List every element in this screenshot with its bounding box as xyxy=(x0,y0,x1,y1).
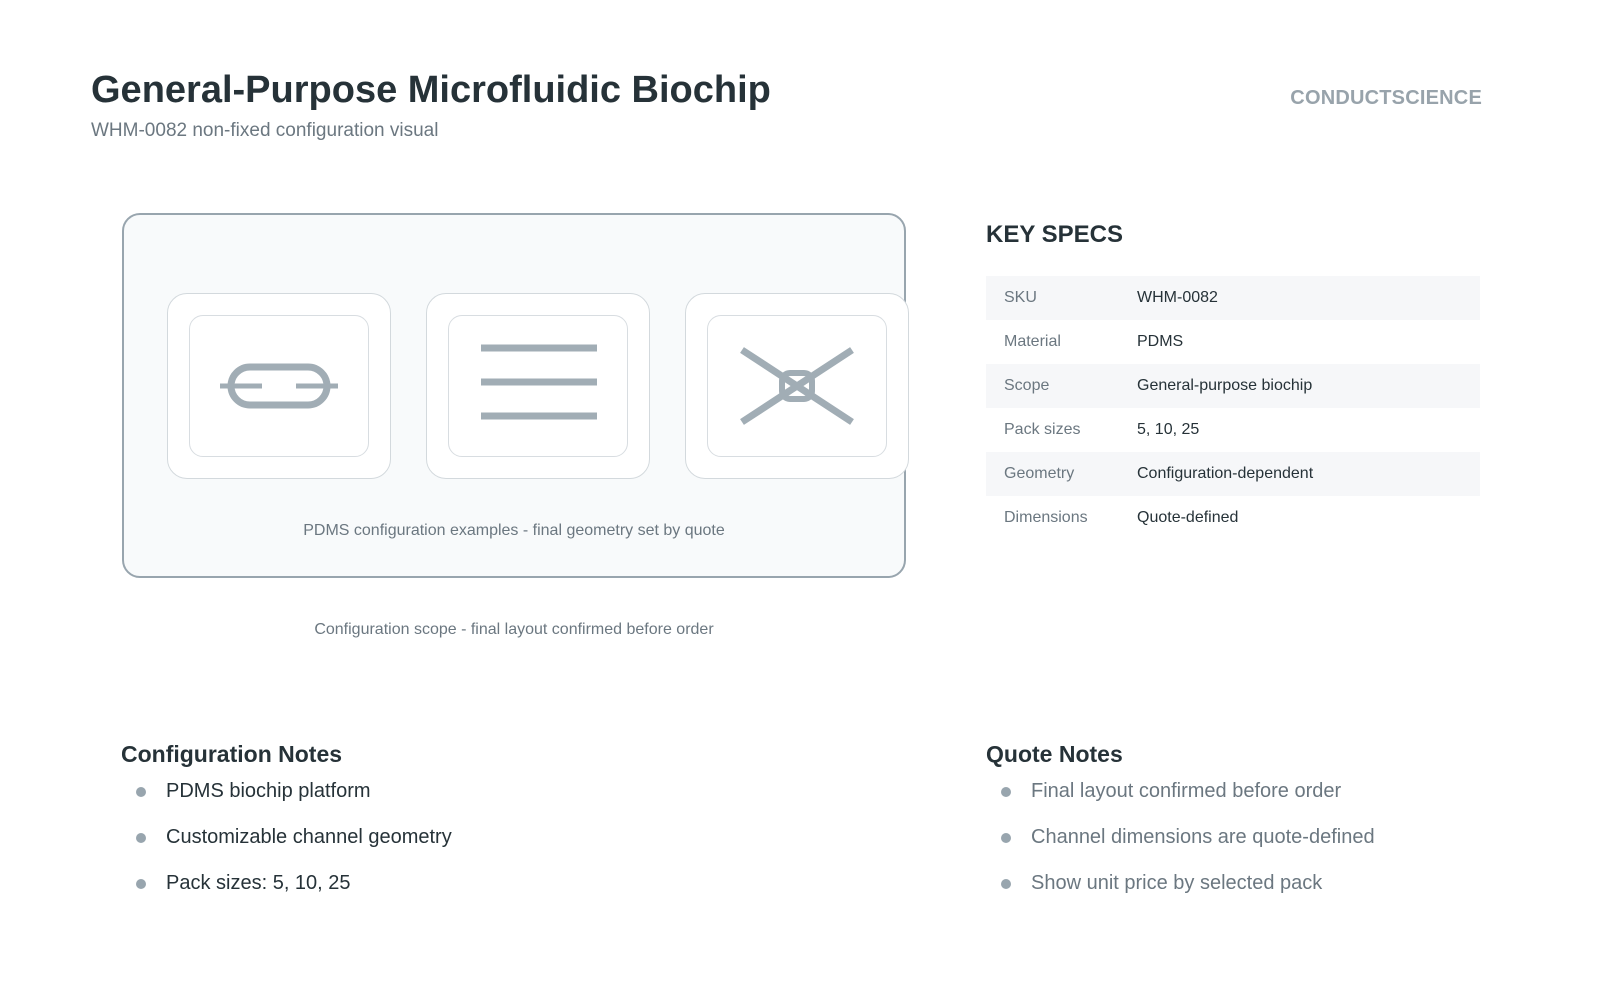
key-specs-table xyxy=(986,276,1480,540)
spec-row xyxy=(986,276,1480,320)
cross-junction-icon xyxy=(686,294,910,480)
configuration-notes-list xyxy=(121,778,452,916)
spec-value: 5, 10, 25 xyxy=(1137,421,1200,438)
list-item-text: Final layout confirmed before order xyxy=(1031,780,1342,802)
key-specs-heading: KEY SPECS xyxy=(986,221,1123,248)
spec-value: WHM-0082 xyxy=(1137,289,1218,306)
list-item xyxy=(121,778,452,824)
spec-key: Pack sizes xyxy=(1004,421,1081,438)
configuration-notes-heading: Configuration Notes xyxy=(121,741,343,767)
spec-key: Scope xyxy=(1004,377,1050,394)
quote-notes-heading: Quote Notes xyxy=(986,741,1123,767)
list-item-text: Show unit price by selected pack xyxy=(1031,872,1323,894)
scope-caption: Configuration scope - final layout confirmed before order xyxy=(314,621,714,638)
list-item xyxy=(986,778,1375,824)
spec-key: Dimensions xyxy=(1004,509,1088,526)
spec-row xyxy=(986,496,1480,540)
bullet-icon xyxy=(1001,787,1011,797)
spec-key: Geometry xyxy=(1004,465,1075,482)
spec-value: Configuration-dependent xyxy=(1137,465,1314,482)
bullet-icon xyxy=(1001,833,1011,843)
list-item xyxy=(986,824,1375,870)
quote-notes-list xyxy=(986,778,1375,916)
list-item-text: Channel dimensions are quote-defined xyxy=(1031,826,1375,848)
oval-channel-icon xyxy=(168,294,392,480)
bullet-icon xyxy=(1001,879,1011,889)
spec-row xyxy=(986,452,1480,496)
spec-row xyxy=(986,320,1480,364)
spec-key: Material xyxy=(1004,333,1061,350)
page-title: General-Purpose Microfluidic Biochip xyxy=(91,69,771,111)
list-item xyxy=(121,824,452,870)
bullet-icon xyxy=(136,787,146,797)
bullet-icon xyxy=(136,879,146,889)
parallel-channels-icon xyxy=(427,294,651,480)
list-item xyxy=(986,870,1375,916)
panel-caption: PDMS configuration examples - final geometry set by quote xyxy=(303,522,725,539)
config-card-parallel xyxy=(426,293,650,479)
page-subtitle: WHM-0082 non-fixed configuration visual xyxy=(91,120,439,141)
spec-value: General-purpose biochip xyxy=(1137,377,1313,394)
brand-logo: CONDUCTSCIENCE xyxy=(1290,87,1482,109)
config-card-oval xyxy=(167,293,391,479)
spec-key: SKU xyxy=(1004,289,1037,306)
spec-row xyxy=(986,408,1480,452)
list-item xyxy=(121,870,452,916)
list-item-text: Customizable channel geometry xyxy=(166,826,452,848)
spec-row xyxy=(986,364,1480,408)
list-item-text: PDMS biochip platform xyxy=(166,780,371,802)
list-item-text: Pack sizes: 5, 10, 25 xyxy=(166,872,351,894)
configuration-visual-panel xyxy=(122,213,906,578)
config-card-cross xyxy=(685,293,909,479)
spec-value: PDMS xyxy=(1137,333,1184,350)
bullet-icon xyxy=(136,833,146,843)
spec-value: Quote-defined xyxy=(1137,509,1239,526)
